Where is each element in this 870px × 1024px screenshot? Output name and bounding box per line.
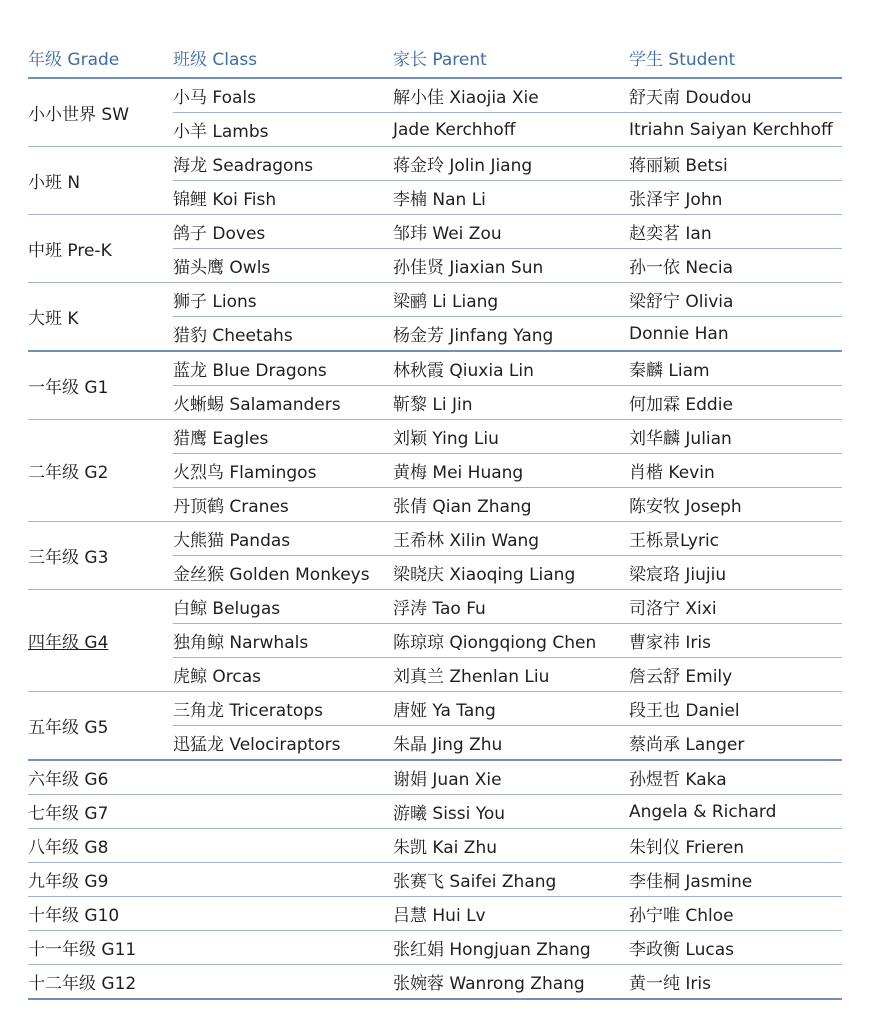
class-cell: 小羊 Lambs <box>173 113 393 147</box>
class-cell <box>173 965 393 1000</box>
class-cell: 金丝猴 Golden Monkeys <box>173 556 393 590</box>
table-row <box>28 965 842 1000</box>
parent-cell: 谢娟 Juan Xie <box>393 760 629 795</box>
student-cell: 肖楷 Kevin <box>629 454 842 488</box>
student-cell: 孙宁唯 Chloe <box>629 897 842 931</box>
grade-cell: 小班 N <box>28 147 173 215</box>
grade-cell: 小小世界 SW <box>28 78 173 147</box>
student-cell: 詹云舒 Emily <box>629 658 842 692</box>
parent-cell: 浮涛 Tao Fu <box>393 590 629 624</box>
grade-cell: 五年级 G5 <box>28 692 173 761</box>
table-row <box>28 590 842 624</box>
student-cell: 黄一纯 Iris <box>629 965 842 1000</box>
student-cell: 段王也 Daniel <box>629 692 842 726</box>
parent-cell: 梁晓庆 Xiaoqing Liang <box>393 556 629 590</box>
student-cell: 朱钊仪 Frieren <box>629 829 842 863</box>
grade-cell: 十一年级 G11 <box>28 931 173 965</box>
student-cell: 梁舒宁 Olivia <box>629 283 842 317</box>
class-cell: 虎鲸 Orcas <box>173 658 393 692</box>
parent-cell: 张婉蓉 Wanrong Zhang <box>393 965 629 1000</box>
parent-cell: 杨金芳 Jinfang Yang <box>393 317 629 352</box>
class-cell: 独角鲸 Narwhals <box>173 624 393 658</box>
parent-cell: 游曦 Sissi You <box>393 795 629 829</box>
table-row <box>28 863 842 897</box>
student-cell: 舒天南 Doudou <box>629 78 842 113</box>
student-cell: Donnie Han <box>629 317 842 352</box>
parent-cell: 朱凯 Kai Zhu <box>393 829 629 863</box>
class-cell <box>173 829 393 863</box>
table-row <box>28 795 842 829</box>
class-cell: 狮子 Lions <box>173 283 393 317</box>
student-cell: 王栎景Lyric <box>629 522 842 556</box>
parent-cell: 梁鹂 Li Liang <box>393 283 629 317</box>
student-cell: 李政衡 Lucas <box>629 931 842 965</box>
grade-cell: 九年级 G9 <box>28 863 173 897</box>
header-grade: 年级 Grade <box>28 38 173 78</box>
parent-cell: 张倩 Qian Zhang <box>393 488 629 522</box>
parent-cell: 孙佳贤 Jiaxian Sun <box>393 249 629 283</box>
table-row <box>28 692 842 726</box>
student-cell: 秦麟 Liam <box>629 351 842 386</box>
student-cell: 刘华麟 Julian <box>629 420 842 454</box>
student-cell: 何加霖 Eddie <box>629 386 842 420</box>
student-cell: 赵奕茗 Ian <box>629 215 842 249</box>
class-cell: 火蜥蜴 Salamanders <box>173 386 393 420</box>
class-cell <box>173 795 393 829</box>
student-cell: 曹家祎 Iris <box>629 624 842 658</box>
student-cell: 陈安牧 Joseph <box>629 488 842 522</box>
parent-cell: 黄梅 Mei Huang <box>393 454 629 488</box>
student-cell: Itriahn Saiyan Kerchhoff <box>629 113 842 147</box>
table-body <box>28 78 842 999</box>
table-row <box>28 420 842 454</box>
parent-cell: 刘真兰 Zhenlan Liu <box>393 658 629 692</box>
grade-cell: 一年级 G1 <box>28 351 173 420</box>
parent-cell: 王希林 Xilin Wang <box>393 522 629 556</box>
class-cell: 丹顶鹤 Cranes <box>173 488 393 522</box>
class-cell <box>173 897 393 931</box>
student-cell: 蔡尚承 Langer <box>629 726 842 761</box>
grade-cell: 中班 Pre-K <box>28 215 173 283</box>
student-cell: 张泽宇 John <box>629 181 842 215</box>
grade-cell: 大班 K <box>28 283 173 352</box>
class-cell <box>173 760 393 795</box>
grade-cell: 八年级 G8 <box>28 829 173 863</box>
grade-cell: 七年级 G7 <box>28 795 173 829</box>
student-cell: 梁宸珞 Jiujiu <box>629 556 842 590</box>
parent-cell: 邹玮 Wei Zou <box>393 215 629 249</box>
parent-cell: Jade Kerchhoff <box>393 113 629 147</box>
grade-cell: 三年级 G3 <box>28 522 173 590</box>
student-cell: Angela & Richard <box>629 795 842 829</box>
table-row <box>28 78 842 113</box>
parent-cell: 靳黎 Li Jin <box>393 386 629 420</box>
table-row <box>28 760 842 795</box>
parent-cell: 张赛飞 Saifei Zhang <box>393 863 629 897</box>
class-cell: 小马 Foals <box>173 78 393 113</box>
parent-cell: 朱晶 Jing Zhu <box>393 726 629 761</box>
parent-cell: 陈琼琼 Qiongqiong Chen <box>393 624 629 658</box>
class-cell: 猎鹰 Eagles <box>173 420 393 454</box>
class-cell <box>173 931 393 965</box>
table-row <box>28 897 842 931</box>
student-cell: 孙煜哲 Kaka <box>629 760 842 795</box>
class-cell: 猫头鹰 Owls <box>173 249 393 283</box>
parent-cell: 刘颖 Ying Liu <box>393 420 629 454</box>
student-cell: 司洛宁 Xixi <box>629 590 842 624</box>
class-cell <box>173 863 393 897</box>
class-cell: 锦鲤 Koi Fish <box>173 181 393 215</box>
grade-cell: 十年级 G10 <box>28 897 173 931</box>
class-cell: 火烈鸟 Flamingos <box>173 454 393 488</box>
grade-cell: 四年级 G4 <box>28 590 173 692</box>
grade-cell: 二年级 G2 <box>28 420 173 522</box>
parent-cell: 唐娅 Ya Tang <box>393 692 629 726</box>
header-class: 班级 Class <box>173 38 393 78</box>
parent-cell: 蒋金玲 Jolin Jiang <box>393 147 629 181</box>
parent-cell: 张红娟 Hongjuan Zhang <box>393 931 629 965</box>
parent-cell: 解小佳 Xiaojia Xie <box>393 78 629 113</box>
parent-cell: 吕慧 Hui Lv <box>393 897 629 931</box>
table-header <box>28 38 842 78</box>
class-cell: 迅猛龙 Velociraptors <box>173 726 393 761</box>
table-row <box>28 215 842 249</box>
class-cell: 海龙 Seadragons <box>173 147 393 181</box>
table-row <box>28 931 842 965</box>
class-cell: 猎豹 Cheetahs <box>173 317 393 352</box>
student-cell: 孙一依 Necia <box>629 249 842 283</box>
table-row <box>28 522 842 556</box>
table-row <box>28 147 842 181</box>
grade-cell: 十二年级 G12 <box>28 965 173 1000</box>
table-row <box>28 351 842 386</box>
header-row <box>28 38 842 78</box>
table-row <box>28 829 842 863</box>
grade-cell: 六年级 G6 <box>28 760 173 795</box>
header-parent: 家长 Parent <box>393 38 629 78</box>
header-student: 学生 Student <box>629 38 842 78</box>
roster-table <box>28 38 842 1000</box>
student-cell: 李佳桐 Jasmine <box>629 863 842 897</box>
class-cell: 三角龙 Triceratops <box>173 692 393 726</box>
class-cell: 鸽子 Doves <box>173 215 393 249</box>
class-cell: 蓝龙 Blue Dragons <box>173 351 393 386</box>
class-cell: 大熊猫 Pandas <box>173 522 393 556</box>
parent-cell: 李楠 Nan Li <box>393 181 629 215</box>
student-cell: 蒋丽颖 Betsi <box>629 147 842 181</box>
class-cell: 白鲸 Belugas <box>173 590 393 624</box>
parent-cell: 林秋霞 Qiuxia Lin <box>393 351 629 386</box>
table-row <box>28 283 842 317</box>
